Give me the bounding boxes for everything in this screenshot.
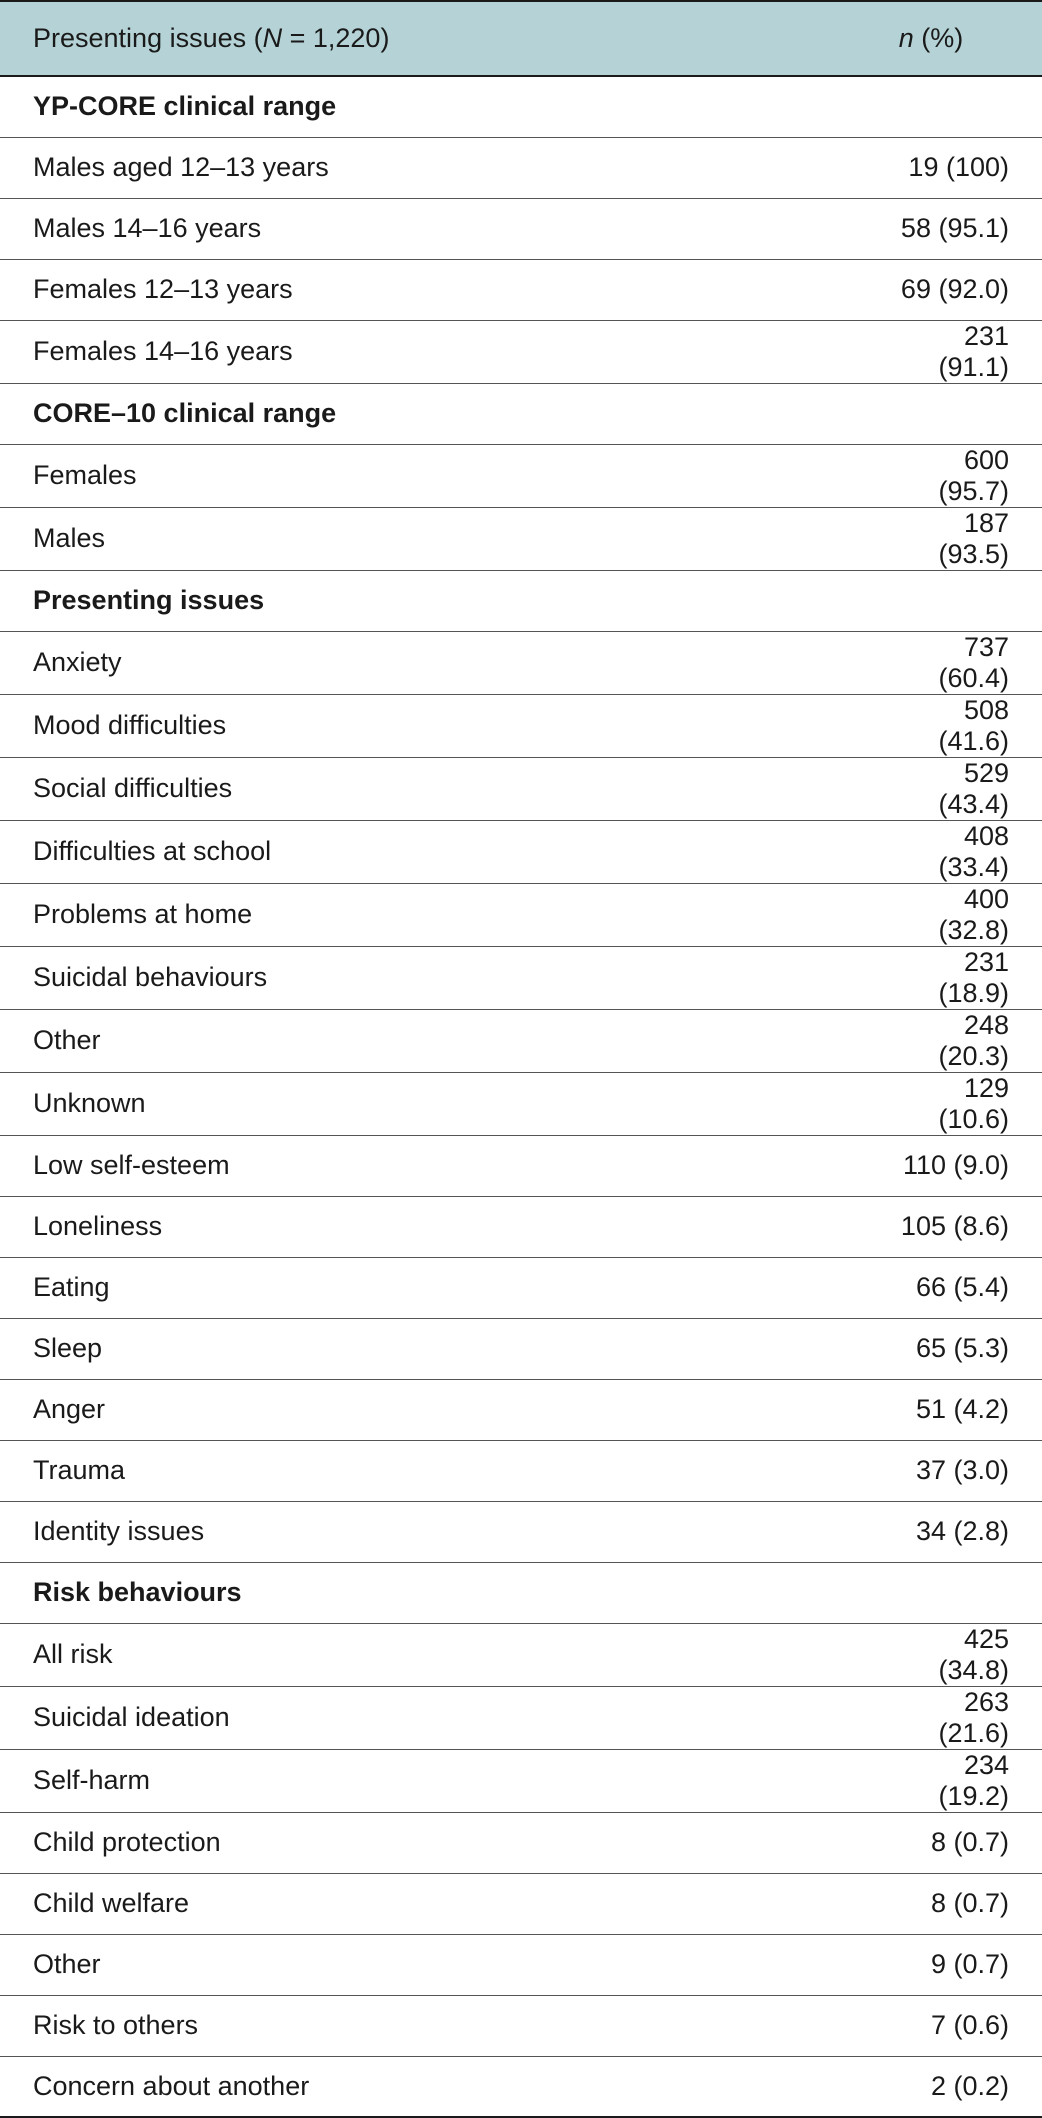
header-row <box>0 1 1042 76</box>
row-label: Mood difficulties <box>33 710 227 740</box>
row-value-cell <box>760 1812 1042 1873</box>
row-label: Suicidal ideation <box>33 1702 230 1732</box>
row-value-cell <box>760 570 1042 631</box>
row-label: Anxiety <box>33 647 122 677</box>
row-value: 58 (95.1) <box>900 213 1009 243</box>
row-value: 129 (10.6) <box>938 1072 1009 1134</box>
row-value: 65 (5.3) <box>915 1333 1009 1363</box>
row-value: 231 (18.9) <box>938 946 1009 1008</box>
row-value: 529 (43.4) <box>938 757 1009 819</box>
row-value: 263 (21.6) <box>938 1686 1009 1748</box>
row-value: 105 (8.6) <box>900 1211 1009 1241</box>
row-label: Low self-esteem <box>33 1150 230 1180</box>
table-row <box>0 1749 1042 1812</box>
table-row <box>0 198 1042 259</box>
table-row <box>0 444 1042 507</box>
row-label: Loneliness <box>33 1211 163 1241</box>
row-label: Child protection <box>33 1827 221 1857</box>
table-row <box>0 1318 1042 1379</box>
table-row <box>0 2056 1042 2117</box>
row-value: 7 (0.6) <box>930 2010 1009 2040</box>
section-title: Risk behaviours <box>33 1577 242 1607</box>
row-value: 425 (34.8) <box>938 1623 1009 1685</box>
section-title: YP-CORE clinical range <box>33 91 337 122</box>
row-label: Social difficulties <box>33 773 233 803</box>
table-row <box>0 1257 1042 1318</box>
row-label: Males aged 12–13 years <box>33 152 329 182</box>
header-label-column <box>0 1 760 76</box>
row-label: Risk to others <box>33 2010 199 2040</box>
table-row <box>0 820 1042 883</box>
row-label: Anger <box>33 1394 106 1424</box>
row-label: Other <box>33 1025 101 1055</box>
row-value-cell <box>760 1562 1042 1623</box>
row-label: Concern about another <box>33 2070 310 2101</box>
header-label-prefix: Presenting issues ( <box>33 23 263 53</box>
row-value: 66 (5.4) <box>915 1272 1009 1302</box>
row-value-cell <box>760 444 1042 507</box>
section-header-row <box>0 76 1042 137</box>
row-label: Difficulties at school <box>33 836 272 866</box>
table-row <box>0 1812 1042 1873</box>
row-label: Identity issues <box>33 1516 205 1546</box>
row-value-cell <box>760 946 1042 1009</box>
row-value-cell <box>760 1009 1042 1072</box>
table-row <box>0 1873 1042 1934</box>
table-row <box>0 1686 1042 1749</box>
table-row <box>0 946 1042 1009</box>
row-value-cell <box>760 1686 1042 1749</box>
table-row <box>0 137 1042 198</box>
row-label: Child welfare <box>33 1888 190 1918</box>
row-value: 51 (4.2) <box>915 1394 1009 1424</box>
row-label: Trauma <box>33 1455 126 1485</box>
row-value: 400 (32.8) <box>938 883 1009 945</box>
table-row <box>0 694 1042 757</box>
table-row <box>0 1379 1042 1440</box>
row-value-cell <box>760 137 1042 198</box>
row-value-cell <box>760 1257 1042 1318</box>
row-value-cell <box>760 1318 1042 1379</box>
row-value-cell <box>760 1873 1042 1934</box>
row-value: 248 (20.3) <box>938 1009 1009 1071</box>
row-value: 19 (100) <box>908 152 1009 182</box>
row-label: Eating <box>33 1272 110 1302</box>
table-row <box>0 1995 1042 2056</box>
row-value-cell <box>760 259 1042 320</box>
table-row <box>0 1501 1042 1562</box>
table-row <box>0 1623 1042 1686</box>
row-label: Females 12–13 years <box>33 274 293 304</box>
row-value: 408 (33.4) <box>938 820 1009 882</box>
section-header-row <box>0 383 1042 444</box>
row-label: Females 14–16 years <box>33 336 293 366</box>
table-row <box>0 1934 1042 1995</box>
table-row <box>0 883 1042 946</box>
row-value-cell <box>760 820 1042 883</box>
table-row <box>0 320 1042 383</box>
row-label: Other <box>33 1949 101 1979</box>
row-value-cell <box>760 383 1042 444</box>
table-row <box>0 757 1042 820</box>
section-header-row <box>0 1562 1042 1623</box>
row-value: 110 (9.0) <box>902 1150 1009 1180</box>
row-value-cell <box>760 507 1042 570</box>
header-label-suffix: = 1,220) <box>282 23 390 53</box>
row-label: Self-harm <box>33 1765 151 1795</box>
row-value-cell <box>760 1934 1042 1995</box>
table-header <box>0 1 1042 76</box>
section-header-row <box>0 570 1042 631</box>
row-value: 69 (92.0) <box>900 274 1009 304</box>
row-value: 737 (60.4) <box>938 631 1009 693</box>
row-value-cell <box>760 1379 1042 1440</box>
row-value: 231 (91.1) <box>938 320 1009 382</box>
row-label: Sleep <box>33 1333 103 1363</box>
table-row <box>0 1196 1042 1257</box>
row-value-cell <box>760 694 1042 757</box>
table-row <box>0 1072 1042 1135</box>
row-value: 187 (93.5) <box>938 507 1009 569</box>
table-row <box>0 1009 1042 1072</box>
row-value-cell <box>760 757 1042 820</box>
row-value: 2 (0.2) <box>930 2070 1009 2101</box>
row-value-cell <box>760 1135 1042 1196</box>
row-label: Problems at home <box>33 899 253 929</box>
header-value-suffix: (%) <box>913 23 964 53</box>
row-value: 508 (41.6) <box>938 694 1009 756</box>
row-value: 8 (0.7) <box>930 1827 1009 1857</box>
row-value-cell <box>760 1196 1042 1257</box>
row-label: Males 14–16 years <box>33 213 262 243</box>
row-value-cell <box>760 320 1042 383</box>
row-label: Males <box>33 523 106 553</box>
row-value-cell <box>760 1623 1042 1686</box>
row-value-cell <box>760 2056 1042 2117</box>
row-value-cell <box>760 198 1042 259</box>
table-body <box>0 76 1042 2117</box>
row-value-cell <box>760 1995 1042 2056</box>
row-value-cell <box>760 631 1042 694</box>
row-label: All risk <box>33 1639 113 1669</box>
row-value: 8 (0.7) <box>930 1888 1009 1918</box>
row-value-cell <box>760 76 1042 137</box>
table-row <box>0 1440 1042 1501</box>
table-row <box>0 1135 1042 1196</box>
row-value-cell <box>760 1440 1042 1501</box>
row-value: 37 (3.0) <box>915 1455 1009 1485</box>
row-value: 34 (2.8) <box>915 1516 1009 1546</box>
row-value: 234 (19.2) <box>938 1749 1009 1811</box>
table-row <box>0 631 1042 694</box>
header-label-italic: N <box>262 23 283 53</box>
row-label: Unknown <box>33 1088 146 1118</box>
header-value-column <box>760 1 1042 76</box>
row-value: 600 (95.7) <box>938 444 1009 506</box>
section-title: Presenting issues <box>33 585 265 615</box>
row-value: 9 (0.7) <box>930 1949 1009 1979</box>
row-value-cell <box>760 1072 1042 1135</box>
row-label: Females <box>33 460 137 490</box>
row-label: Suicidal behaviours <box>33 962 268 992</box>
table-row <box>0 507 1042 570</box>
header-value-italic: n <box>898 23 914 53</box>
row-value-cell <box>760 883 1042 946</box>
section-title: CORE–10 clinical range <box>33 398 337 428</box>
table-row <box>0 259 1042 320</box>
row-value-cell <box>760 1501 1042 1562</box>
row-value-cell <box>760 1749 1042 1812</box>
